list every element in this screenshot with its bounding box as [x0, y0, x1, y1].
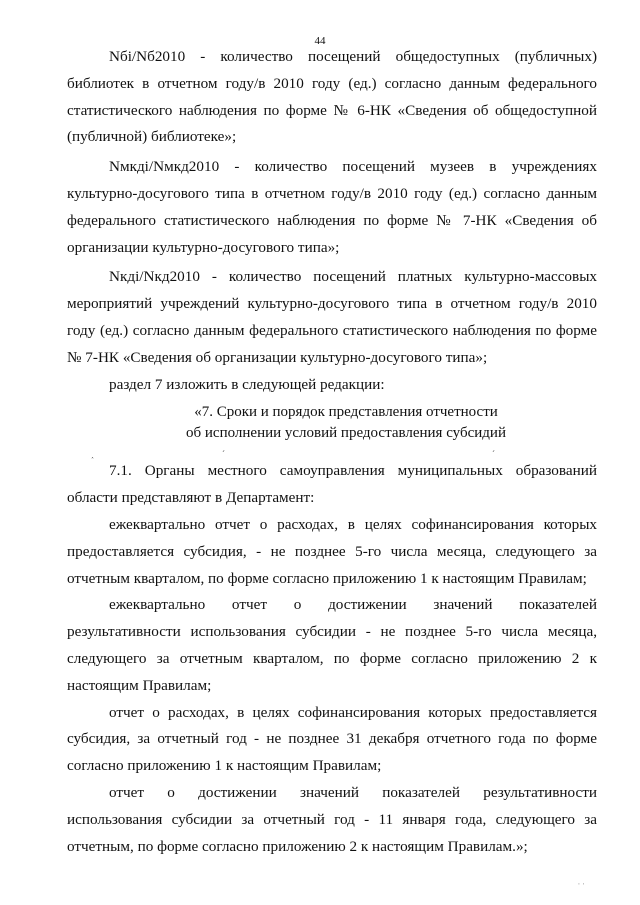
paragraph-libraries: Nбi/Nб2010 - количество посещений общедоступных (публичных) библиотек в отчетном году/в 2010 году (ед.) согласно данным федерального статистического наблюдения по форме № 6-НК «Сведения об общедоступной (публичной) библиотеке»; — [67, 48, 597, 146]
paragraph-section-intro: раздел 7 изложить в следующей редакции: — [109, 375, 385, 393]
scan-corner-marks: ˈ ˈ — [577, 882, 585, 891]
paragraph-annual-expenses: отчет о расходах, в целях софинансирования которых предоставляется субсидия, за отчетный год - не позднее 31 декабря отчетного года по форме согласно приложению 1 к настоящим Правилам; — [67, 703, 597, 775]
paragraph-annual-results: отчет о достижении значений показателей результативности использования субсидии за отчетный год - 11 января года, следующего за отчетным, по форме согласно приложению 2 к настоящим Правилам.»; — [67, 783, 597, 855]
page-number: 44 — [314, 35, 326, 47]
scan-mark: ´ — [222, 449, 225, 460]
scan-mark: ˰ — [91, 449, 94, 460]
section-heading — [67, 402, 597, 444]
section-heading-line-2: об исполнении условий предоставления субсидий — [186, 425, 506, 442]
scan-mark: ´ — [492, 449, 495, 460]
paragraph-quarterly-results: ежеквартально отчет о достижении значений показателей результативности использования субсидии - не позднее 5-го числа месяца, следующего за отчетным кварталом, по форме согласно приложению 2 к настоящим Правилам; — [67, 596, 597, 694]
heading-marks — [67, 444, 597, 458]
paragraph-museums: Nмкдi/Nмкд2010 - количество посещений музеев в учреждениях культурно-досугового типа в отчетном году/в 2010 году (ед.) согласно данным федерального статистического наблюдения по форме № 7-НК «Сведения об организации культурно-досугового типа»; — [67, 158, 597, 256]
section-heading-line-1: «7. Сроки и порядок представления отчетности — [194, 404, 498, 421]
paragraph-7-1: 7.1. Органы местного самоуправления муниципальных образований области представляют в Департамент: — [67, 462, 597, 507]
paragraph-quarterly-expenses: ежеквартально отчет о расходах, в целях софинансирования которых предоставляется субсидия, - не позднее 5-го числа месяца, следующего за отчетным кварталом, по форме согласно приложению 1 к настоящим Правилам; — [67, 515, 597, 587]
document-body — [67, 44, 597, 860]
paragraph-events: Nкдi/Nкд2010 - количество посещений платных культурно-массовых мероприятий учреждений культурно-досугового типа в отчетном году/в 2010 году (ед.) согласно данным федерального статистического наблюдения по форме № 7-НК «Сведения об организации культурно-досугового типа»; — [67, 268, 597, 366]
